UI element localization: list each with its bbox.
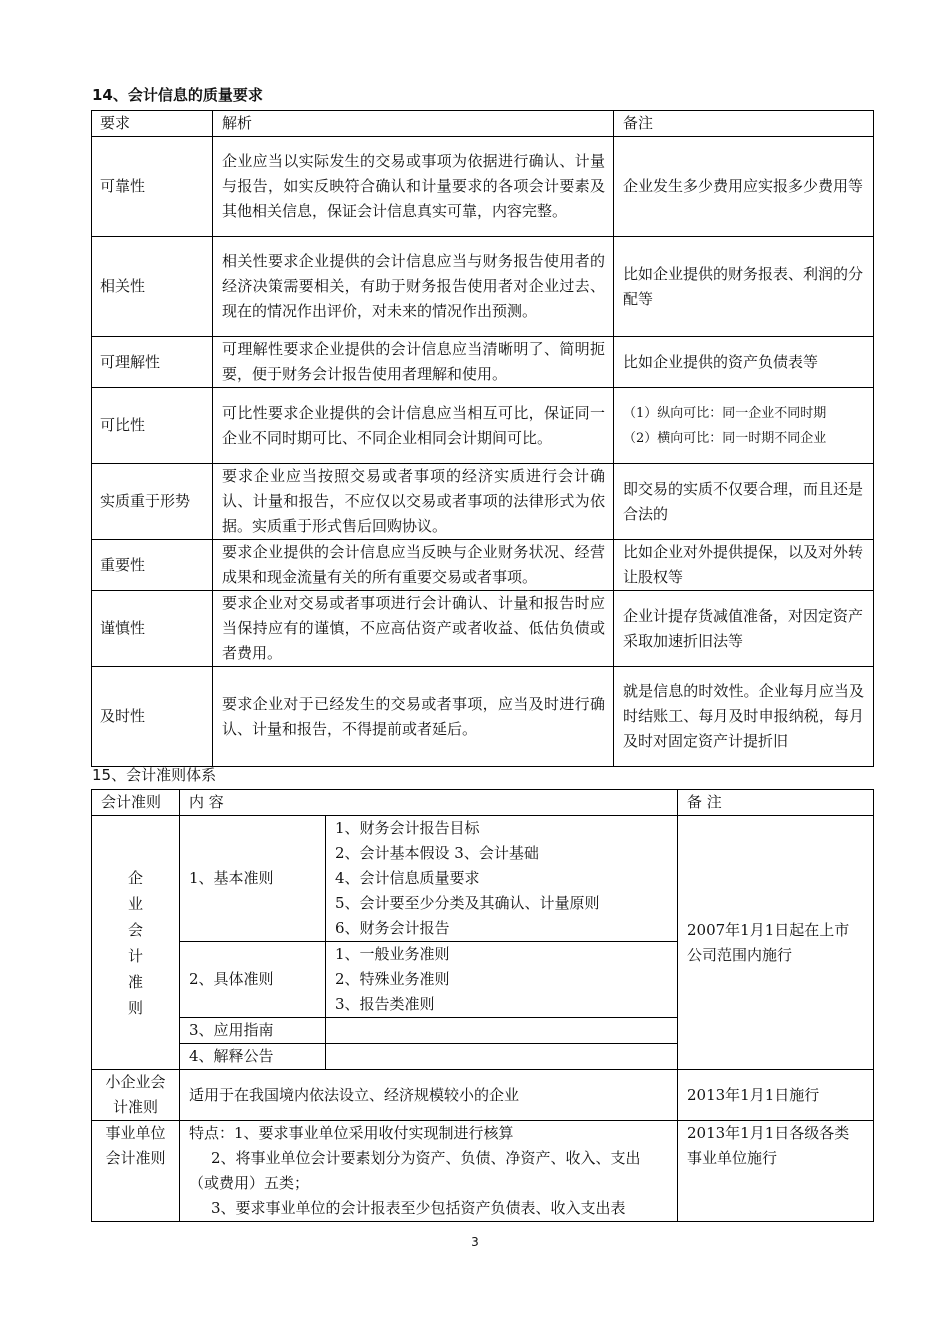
note-cell: 比如企业提供的资产负债表等 [614, 337, 874, 388]
specific-standard-items [326, 942, 678, 1018]
note-cell: 企业发生多少费用应实报多少费用等 [614, 137, 874, 237]
empty-cell [326, 1044, 678, 1070]
small-enterprise-note: 2013年1月1日施行 [678, 1070, 874, 1121]
enterprise-label-text: 企业会计准则 [127, 868, 143, 1017]
public-institution-content [180, 1121, 678, 1222]
table-row [92, 816, 874, 942]
table-row [92, 1121, 874, 1222]
section-14-title: 14、会计信息的质量要求 [92, 86, 263, 104]
list-item: 6、财务会计报告 [335, 919, 450, 937]
accounting-standards-table [91, 789, 874, 1222]
enterprise-standard-label [92, 816, 180, 1070]
note-cell [614, 388, 874, 464]
table-row [92, 1070, 874, 1121]
public-institution-label: 事业单位会计准则 [92, 1121, 180, 1222]
analysis-cell: 相关性要求企业提供的会计信息应当与财务报告使用者的经济决策需要相关，有助于财务报告使用者对企业过去、现在的情况作出评价，对未来的情况作出预测。 [213, 237, 614, 337]
note-line: （2）横向可比：同一时期不同企业 [623, 430, 827, 446]
table-row [92, 591, 874, 667]
table-row [92, 337, 874, 388]
requirement-cell: 可理解性 [92, 337, 213, 388]
requirement-cell: 可靠性 [92, 137, 213, 237]
list-item: 2、会计基本假设 3、会计基础 [335, 844, 539, 862]
small-enterprise-label: 小企业会计准则 [92, 1070, 180, 1121]
content-line: 2、将事业单位会计要素划分为资产、负债、净资产、收入、支出（或费用）五类； [189, 1149, 641, 1192]
basic-standard-name: 1、基本准则 [180, 816, 326, 942]
header-analysis: 解析 [213, 111, 614, 137]
analysis-cell: 要求企业对于已经发生的交易或者事项，应当及时进行确认、计量和报告，不得提前或者延后。 [213, 667, 614, 767]
quality-requirements-table [91, 110, 874, 767]
analysis-cell: 要求企业提供的会计信息应当反映与企业财务状况、经营成果和现金流量有关的所有重要交易或者事项。 [213, 540, 614, 591]
enterprise-note: 2007年1月1日起在上市公司范围内施行 [678, 816, 874, 1070]
list-item: 5、会计要至少分类及其确认、计量原则 [335, 894, 600, 912]
page-number: 3 [471, 1235, 479, 1249]
note-cell: 就是信息的时效性。企业每月应当及时结账工、每月及时申报纳税，每月及时对固定资产计提折旧 [614, 667, 874, 767]
table-row [92, 540, 874, 591]
list-item: 4、会计信息质量要求 [335, 869, 480, 887]
note-line: （1）纵向可比：同一企业不同时期 [623, 405, 827, 421]
analysis-cell: 要求企业对交易或者事项进行会计确认、计量和报告时应当保持应有的谨慎，不应高估资产或者收益、低估负债或者费用。 [213, 591, 614, 667]
basic-standard-items [326, 816, 678, 942]
table-row [92, 388, 874, 464]
table-row [92, 667, 874, 767]
content-line: 特点：1、要求事业单位采用收付实现制进行核算 [189, 1124, 514, 1142]
header-standard: 会计准则 [92, 790, 180, 816]
small-enterprise-content: 适用于在我国境内依法设立、经济规模较小的企业 [180, 1070, 678, 1121]
content-line: 3、要求事业单位的会计报表至少包括资产负债表、收入支出表 [211, 1199, 626, 1217]
header-note: 备注 [614, 111, 874, 137]
requirement-cell: 实质重于形势 [92, 464, 213, 540]
table-header-row [92, 111, 874, 137]
analysis-cell: 可理解性要求企业提供的会计信息应当清晰明了、简明扼要，便于财务会计报告使用者理解和使用。 [213, 337, 614, 388]
list-item: 1、财务会计报告目标 [335, 819, 480, 837]
empty-cell [326, 1018, 678, 1044]
requirement-cell: 及时性 [92, 667, 213, 767]
header-note: 备 注 [678, 790, 874, 816]
table-header-row [92, 790, 874, 816]
table-row [92, 137, 874, 237]
table-row [92, 464, 874, 540]
note-cell: 比如企业对外提供提保，以及对外转让股权等 [614, 540, 874, 591]
application-guide: 3、应用指南 [180, 1018, 326, 1044]
requirement-cell: 相关性 [92, 237, 213, 337]
note-cell: 即交易的实质不仅要合理，而且还是合法的 [614, 464, 874, 540]
interpretation-notice: 4、解释公告 [180, 1044, 326, 1070]
list-item: 1、一般业务准则 [335, 945, 450, 963]
requirement-cell: 重要性 [92, 540, 213, 591]
table-row [92, 237, 874, 337]
specific-standard-name: 2、具体准则 [180, 942, 326, 1018]
list-item: 3、报告类准则 [335, 995, 435, 1013]
requirement-cell: 可比性 [92, 388, 213, 464]
header-content: 内 容 [180, 790, 678, 816]
requirement-cell: 谨慎性 [92, 591, 213, 667]
analysis-cell: 企业应当以实际发生的交易或事项为依据进行确认、计量与报告，如实反映符合确认和计量要求的各项会计要素及其他相关信息，保证会计信息真实可靠，内容完整。 [213, 137, 614, 237]
analysis-cell: 可比性要求企业提供的会计信息应当相互可比，保证同一企业不同时期可比、不同企业相同会计期间可比。 [213, 388, 614, 464]
header-requirement: 要求 [92, 111, 213, 137]
public-institution-note: 2013年1月1日各级各类事业单位施行 [678, 1121, 874, 1222]
note-cell: 比如企业提供的财务报表、利润的分配等 [614, 237, 874, 337]
note-cell: 企业计提存货减值准备，对因定资产采取加速折旧法等 [614, 591, 874, 667]
section-15-title: 15、会计准则体系 [92, 766, 217, 784]
list-item: 2、特殊业务准则 [335, 970, 450, 988]
analysis-cell: 要求企业应当按照交易或者事项的经济实质进行会计确认、计量和报告，不应仅以交易或者事项的法律形式为依据。实质重于形式售后回购协议。 [213, 464, 614, 540]
